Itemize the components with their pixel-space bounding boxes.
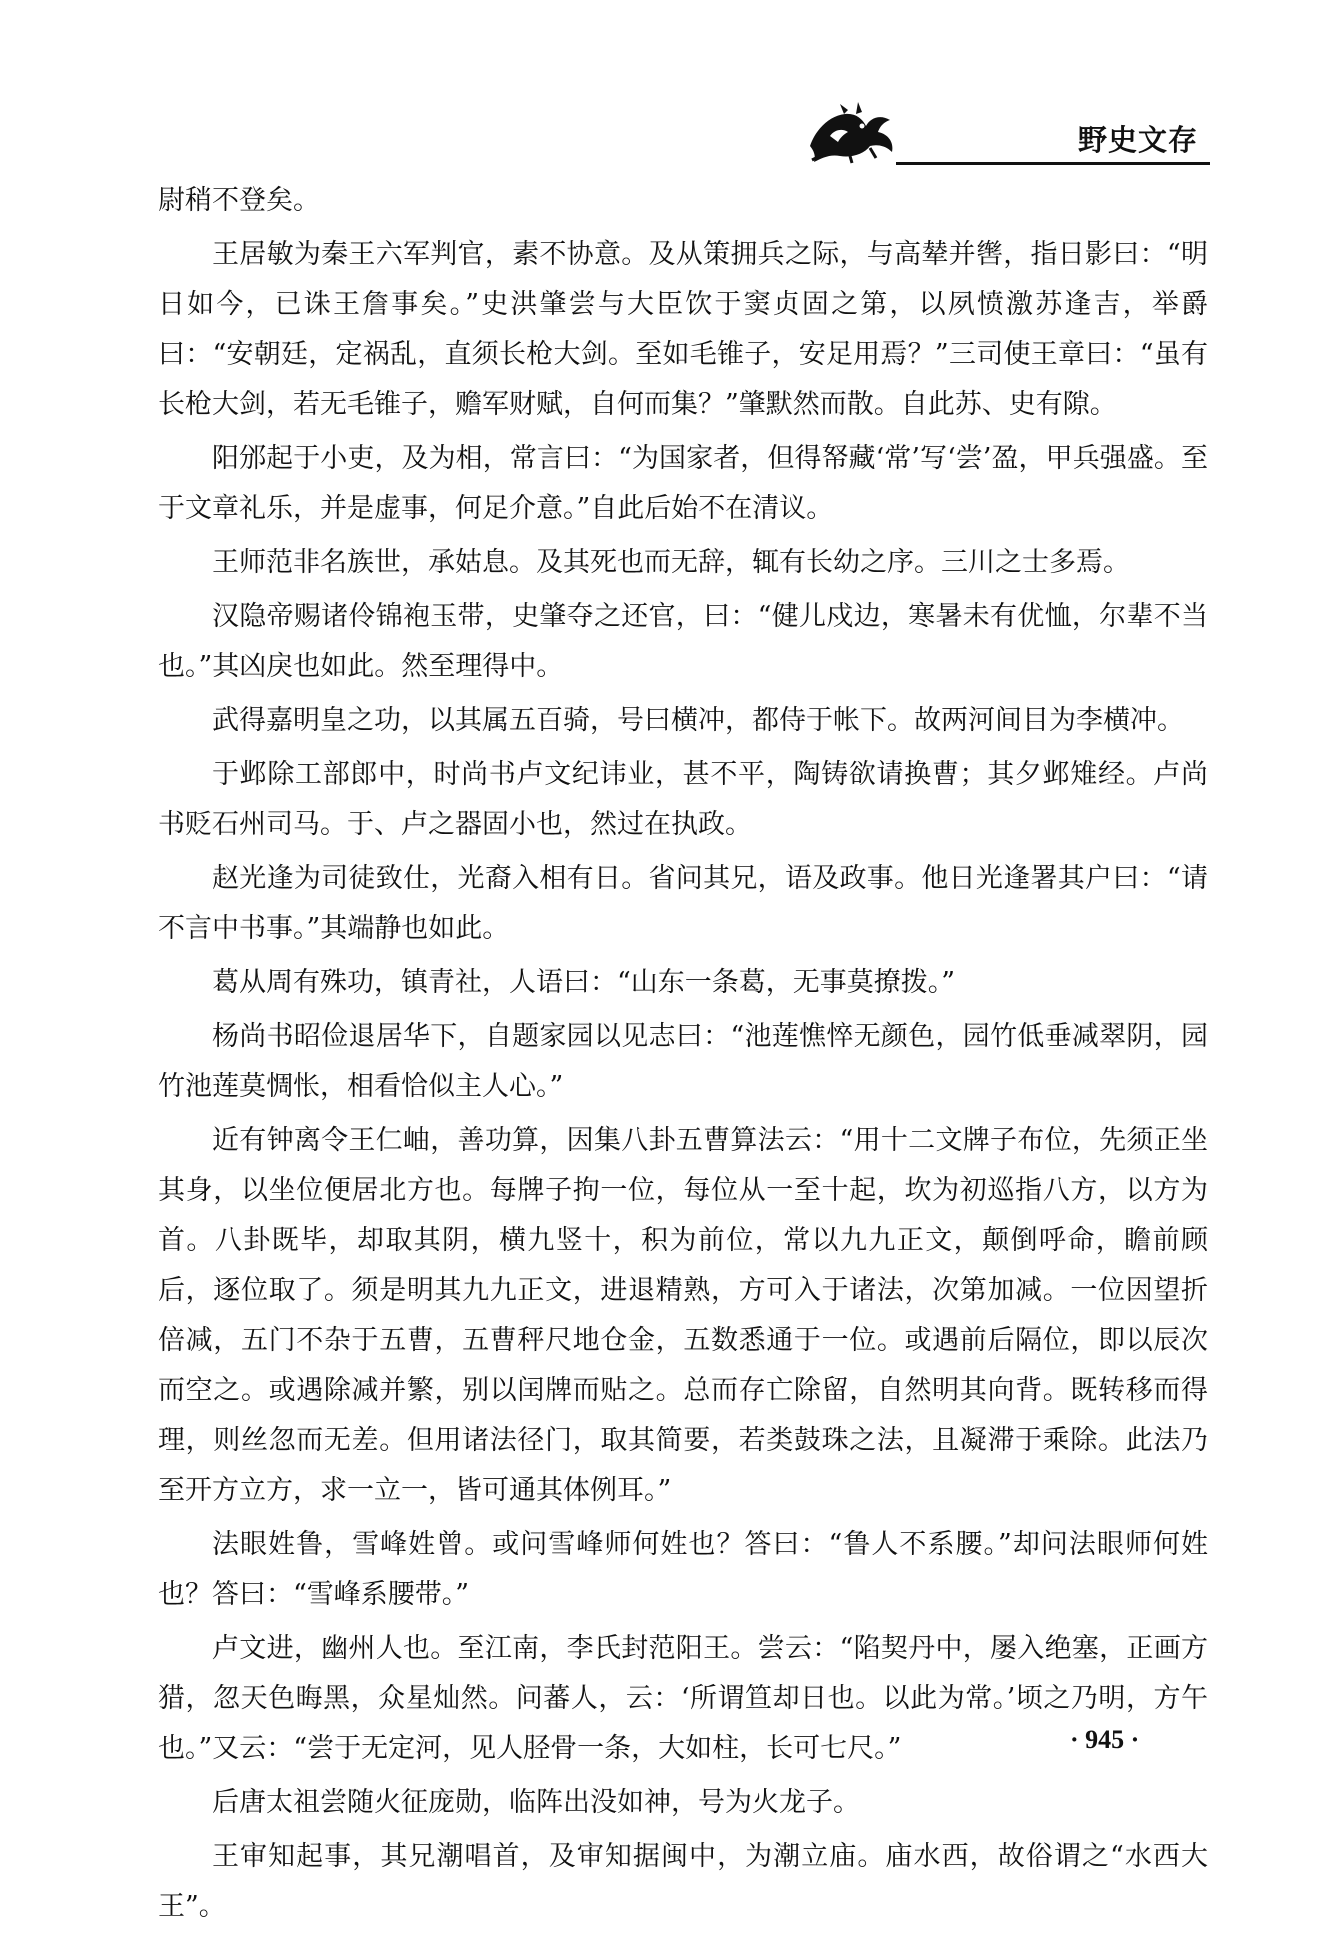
paragraph: 赵光逢为司徒致仕，光裔入相有日。省问其兄，语及政事。他日光逢署其户曰：“请不言中书事。”其端静也如此。 [158, 863, 1208, 944]
paragraph: 于邺除工部郎中，时尚书卢文纪讳业，甚不平，陶铸欲请换曹；其夕邺雉经。卢尚书贬石州司马。于、卢之器固小也，然过在执政。 [158, 759, 1208, 840]
paragraph: 卢文进，幽州人也。至江南，李氏封范阳王。尝云：“陷契丹中，屡入绝塞，正画方猎，忽天色晦黑，众星灿然。问蕃人，云：‘所谓笪却日也。以此为常。’顷之乃明，方午也。”又云：“尝于无定河，见人胫骨一条，大如柱，长可七尺。” [158, 1633, 1208, 1764]
dragon-emblem-icon [800, 96, 900, 164]
paragraph: 汉隐帝赐诸伶锦袍玉带，史肇夺之还官，曰：“健儿戍边，寒暑未有优恤，尔辈不当也。”其凶戾也如此。然至理得中。 [158, 601, 1208, 682]
page-number: · 945 · [1070, 1725, 1140, 1754]
paragraph: 王居敏为秦王六军判官，素不协意。及从策拥兵之际，与高辇并辔，指日影曰：“明日如今，已诛王詹事矣。”史洪肇尝与大臣饮于窦贞固之第，以夙愤激苏逢吉，举爵曰：“安朝廷，定祸乱，直须长枪大剑。至如毛锥子，安足用焉？”三司使王章曰：“虽有长枪大剑，若无毛锥子，赡军财赋，自何而集？”肇默然而散。自此苏、史有隙。 [158, 239, 1208, 420]
paragraph: 法眼姓鲁，雪峰姓曾。或问雪峰师何姓也？答曰：“鲁人不系腰。”却问法眼师何姓也？答曰：“雪峰系腰带。” [158, 1529, 1208, 1610]
paragraph: 尉稍不登矣。 [158, 185, 320, 216]
paragraph: 葛从周有殊功，镇青社，人语曰：“山东一条葛，无事莫撩拨。” [212, 967, 956, 998]
body-text [158, 176, 1208, 1936]
running-header [800, 96, 1210, 166]
paragraph: 近有钟离令王仁岫，善功算，因集八卦五曹算法云：“用十二文牌子布位，先须正坐其身，以坐位便居北方也。每牌子拘一位，每位从一至十起，坎为初巡指八方，以方为首。八卦既毕，却取其阴，横九竖十，积为前位，常以九九正文，颠倒呼命，瞻前顾后，逐位取了。须是明其九九正文，进退精熟，方可入于诸法，次第加减。一位因望折倍减，五门不杂于五曹，五曹秤尺地仓金，五数悉通于一位。或遇前后隔位，即以辰次而空之。或遇除减并繁，别以闰牌而贴之。总而存亡除留，自然明其向背。既转移而得理，则丝忽而无差。但用诸法径门，取其简要，若类鼓珠之法，且凝滞于乘除。此法乃至开方立方，求一立一，皆可通其体例耳。” [158, 1125, 1208, 1506]
header-title: 野史文存 [1077, 123, 1198, 157]
paragraph: 后唐太祖尝随火征庞勋，临阵出没如神，号为火龙子。 [212, 1787, 860, 1818]
paragraph: 杨尚书昭俭退居华下，自题家园以见志曰：“池莲憔悴无颜色，园竹低垂减翠阴，园竹池莲莫惆怅，相看恰似主人心。” [158, 1021, 1208, 1102]
paragraph: 阳邠起于小吏，及为相，常言曰：“为国家者，但得帑藏‘常’写‘尝’盈，甲兵强盛。至于文章礼乐，并是虚事，何足介意。”自此后始不在清议。 [158, 443, 1208, 524]
header-rule [896, 162, 1210, 165]
paragraph: 王师范非名族世，承姑息。及其死也而无辞，辄有长幼之序。三川之士多焉。 [212, 547, 1130, 578]
paragraph: 王审知起事，其兄潮唱首，及审知据闽中，为潮立庙。庙水西，故俗谓之“水西大王”。 [158, 1841, 1208, 1922]
paragraph: 武得嘉明皇之功，以其属五百骑，号曰横冲，都侍于帐下。故两河间目为李横冲。 [212, 705, 1184, 736]
